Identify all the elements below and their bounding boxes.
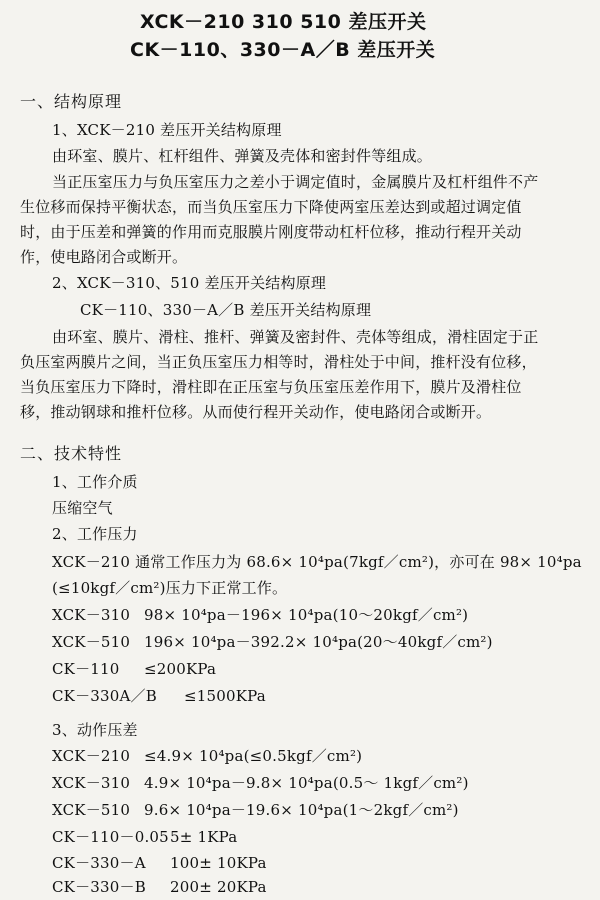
spec-row [52,746,362,766]
paragraph-ck-line: 当负压室压力下降时，滑柱即在正压室与负压室压差作用下，膜片及滑柱位 [20,378,522,396]
spec-value: 9.6× 10⁴pa－19.6× 10⁴pa(1～2kgf／cm²) [144,801,459,819]
spec-row [52,659,216,679]
spec-heading-pressure: 2、工作压力 [52,525,138,543]
spec-value: 200± 20KPa [170,878,267,896]
section-heading-structure: 一、结构原理 [20,92,123,111]
spec-model: CK－110－0.05 [52,828,169,846]
spec-xck210-pressure-line-2: (≤10kgf／cm²)压力下正常工作。 [52,579,288,597]
spec-model: CK－110 [52,660,120,678]
paragraph-ck-line: 负压室两膜片之间，当正负压室压力相等时，滑柱处于中间，推杆没有位移， [20,353,537,371]
subsection-heading-xck310-510: 2、XCK－310、510 差压开关结构原理 [52,274,327,292]
paragraph-ck-line: 移，推动钢球和推杆位移。从而使行程开关动作，使电路闭合或断开。 [20,403,492,421]
paragraph-xck210-composition: 由环室、膜片、杠杆组件、弹簧及壳体和密封件等组成。 [52,147,433,165]
document-title-line-1: XCK－210 310 510 差压开关 [140,11,427,33]
paragraph-xck210-line: 作，使电路闭合或断开。 [20,248,188,266]
spec-row [52,877,267,897]
spec-model: CK－330A／B [52,687,157,705]
spec-row [52,773,469,793]
spec-value: 196× 10⁴pa－392.2× 10⁴pa(20～40kgf／cm²) [144,633,493,651]
spec-model: XCK－310 [52,774,131,792]
spec-model: XCK－310 [52,606,131,624]
paragraph-xck210-line: 时，由于压差和弹簧的作用而克服膜片刚度带动杠杆位移，推动行程开关动 [20,223,522,241]
spec-heading-medium: 1、工作介质 [52,473,138,491]
paragraph-xck210-line: 生位移而保持平衡状态，而当负压室压力下降使两室压差达到或超过调定值 [20,198,522,216]
spec-value: ≤4.9× 10⁴pa(≤0.5kgf／cm²) [144,747,363,765]
spec-model: XCK－510 [52,801,131,819]
spec-value: 4.9× 10⁴pa－9.8× 10⁴pa(0.5～ 1kgf／cm²) [144,774,469,792]
spec-row [52,827,237,847]
spec-model: XCK－510 [52,633,131,651]
spec-row [52,605,468,625]
spec-value-medium: 压缩空气 [52,499,113,517]
spec-value: 5± 1KPa [170,828,238,846]
spec-model: CK－330－A [52,854,146,872]
section-heading-specs: 二、技术特性 [20,444,123,463]
spec-row [52,632,493,652]
subsection-heading-ck110-330: CK－110、330－A／B 差压开关结构原理 [80,301,372,319]
spec-heading-diff: 3、动作压差 [52,721,138,739]
spec-row [52,800,459,820]
spec-row [52,686,266,706]
paragraph-ck-line: 由环室、膜片、滑柱、推杆、弹簧及密封件、壳体等组成，滑柱固定于正 [52,328,539,346]
spec-value: ≤1500KPa [184,687,266,705]
paragraph-xck210-line: 当正压室压力与负压室压力之差小于调定值时，金属膜片及杠杆组件不产 [52,173,539,191]
spec-value: 100± 10KPa [170,854,267,872]
subsection-heading-xck210: 1、XCK－210 差压开关结构原理 [52,121,282,139]
spec-row [52,853,267,873]
spec-model: CK－330－B [52,878,146,896]
spec-value: ≤200KPa [144,660,217,678]
spec-xck210-pressure-line-1: XCK－210 通常工作压力为 68.6× 10⁴pa(7kgf／cm²)，亦可在 98× 10⁴pa [52,553,582,571]
spec-value: 98× 10⁴pa－196× 10⁴pa(10～20kgf／cm²) [144,606,469,624]
document-title-line-2: CK－110、330－A／B 差压开关 [130,39,436,61]
spec-model: XCK－210 [52,747,131,765]
